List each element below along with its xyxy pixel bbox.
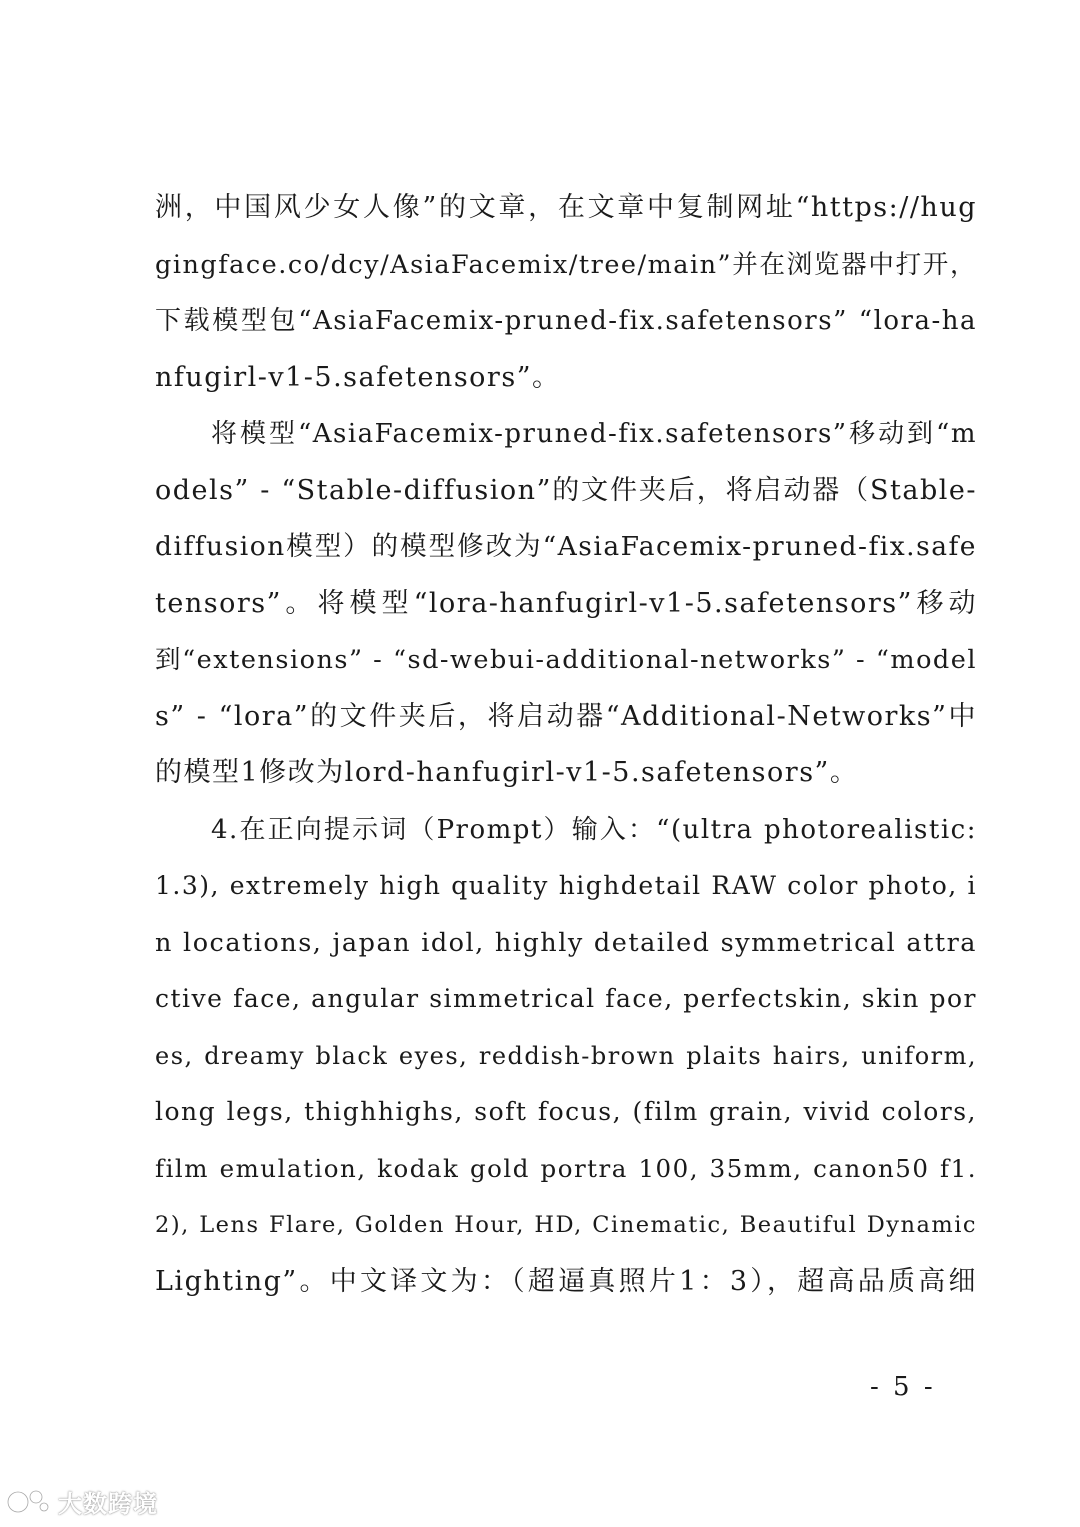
text-line: n locations, japan idol, highly detailed symmetrical attra <box>155 927 977 958</box>
text-line: diffusion模型）的模型修改为“AsiaFacemix-pruned-fix.safe <box>155 531 977 562</box>
text-line: 下载模型包“AsiaFacemix-pruned-fix.safetensors” “lora-ha <box>155 306 977 336</box>
text-line: 4.在正向提示词（Prompt）输入：“(ultra photorealistic: <box>211 814 977 845</box>
text-line: odels” - “Stable-diffusion”的文件夹后，将启动器（Stable- <box>155 474 977 506</box>
text-line: Lighting”。中文译文为：（超逼真照片1：3），超高品质高细 <box>155 1265 977 1297</box>
text-line: 洲，中国风少女人像”的文章，在文章中复制网址“https://hug <box>155 192 977 223</box>
text-line: es, dreamy black eyes, reddish-brown plaits hairs, uniform, <box>155 1041 977 1070</box>
text-line: 1.3), extremely high quality highdetail RAW color photo, i <box>155 871 977 900</box>
text-line: nfugirl-v1-5.safetensors”。 <box>155 361 561 393</box>
text-line: 2), Lens Flare, Golden Hour, HD, Cinematic, Beautiful Dynamic <box>155 1212 977 1238</box>
watermark-text: 大数跨境 <box>58 1490 158 1518</box>
page-number: - 5 - <box>870 1372 936 1402</box>
text-line: s” - “lora”的文件夹后，将启动器“Additional-Networks”中 <box>155 700 977 732</box>
text-line: long legs, thighhighs, soft focus, (film grain, vivid colors, <box>155 1097 977 1126</box>
document-body <box>155 180 977 1310</box>
text-line: ctive face, angular simmetrical face, perfectskin, skin por <box>155 984 977 1013</box>
text-line: film emulation, kodak gold portra 100, 35mm, canon50 f1. <box>155 1153 977 1183</box>
text-line: 到“extensions” - “sd-webui-additional-networks” - “model <box>155 645 977 675</box>
text-line: gingface.co/dcy/AsiaFacemix/tree/main”并在浏览器中打开， <box>155 249 977 280</box>
text-line: tensors”。将模型“lora-hanfugirl-v1-5.safetensors”移动 <box>155 587 977 619</box>
text-line: 将模型“AsiaFacemix-pruned-fix.safetensors”移动到“m <box>211 419 977 449</box>
watermark <box>6 1484 158 1519</box>
text-line: 的模型1修改为lord-hanfugirl-v1-5.safetensors”。 <box>155 757 859 788</box>
watermark-logo-icon <box>6 1487 50 1517</box>
